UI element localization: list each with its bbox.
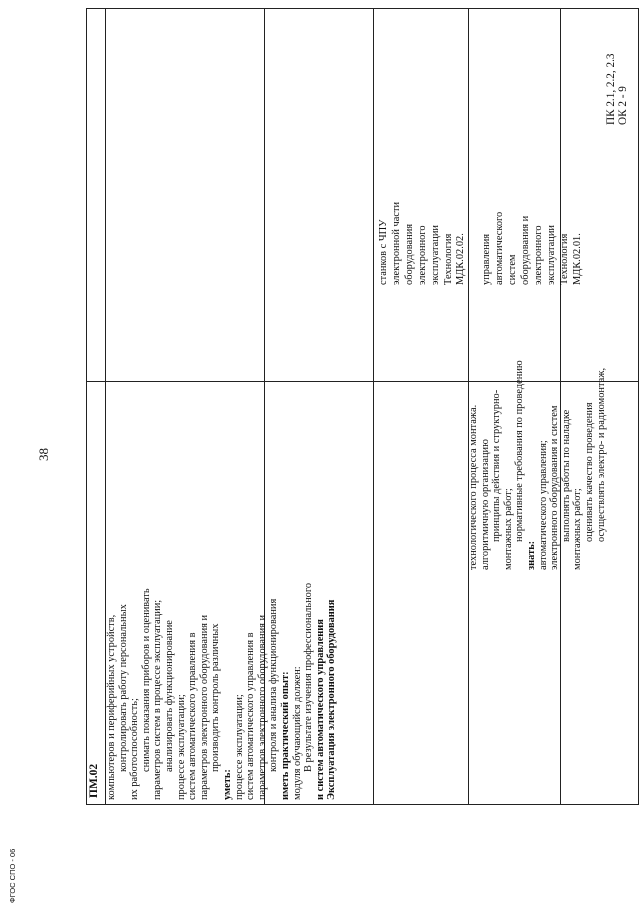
text-line: систем автоматического управления в (245, 632, 257, 800)
text-line: монтажных работ; (572, 488, 584, 570)
mdk-line: эксплуатации (429, 225, 441, 285)
text-line: процессе эксплуатации; (175, 694, 187, 800)
continuation-description (468, 360, 607, 570)
mdk-line: управления (481, 233, 493, 285)
mdk-line: электронной части (390, 201, 402, 285)
text-line: модуля обучающийся должен: (291, 666, 303, 800)
text-line: производить контроль различных (210, 623, 222, 772)
text-line: В результате изучения профессионального (303, 582, 315, 772)
mdk-line: Технология (442, 233, 454, 285)
mdk-line: оборудования (403, 223, 415, 285)
text-line: знать: (525, 540, 537, 570)
text-line: нормативные требования по проведению (514, 360, 526, 542)
text-line: осуществлять электро- и радиомонтаж, (595, 367, 607, 542)
text-line: алгоритмичную организацию (479, 439, 491, 570)
text-line: иметь практический опыт: (279, 671, 291, 800)
table-line (86, 804, 639, 805)
text-line: контроля и анализа функционирования (268, 598, 280, 772)
table-line (86, 381, 639, 382)
text-line: технологического процесса монтажа. (468, 404, 479, 570)
text-line: выполнять работы по наладке (560, 409, 572, 542)
table-line (86, 8, 87, 805)
text-line: систем автоматического управления в (187, 632, 199, 800)
competency-line: ПК 2.1, 2.2, 2.3 (605, 53, 617, 125)
competency-line: ОК 2 - 9 (617, 86, 630, 125)
text-line: параметров электронного оборудования и (198, 614, 210, 800)
text-line: автоматического управления; (537, 440, 549, 570)
mdk-line: Технология (558, 233, 570, 285)
text-line: электронного оборудования и систем (549, 405, 561, 570)
text-line: Эксплуатация электронного оборудования (326, 599, 338, 800)
text-line: уметь: (221, 769, 233, 800)
mdk-line: электронного (532, 225, 544, 285)
competencies (605, 15, 630, 125)
mdk-line: автоматического (494, 211, 506, 285)
table-line (373, 8, 374, 805)
mdk-line (468, 25, 481, 285)
module-description (106, 385, 338, 800)
text-line: оценивать качество проведения (583, 402, 595, 542)
text-line: анализировать функционирование (163, 620, 175, 772)
table-line (86, 8, 639, 9)
text-line: принципы действия и структурно- (491, 389, 503, 542)
text-line: контролировать работу персональных (117, 604, 129, 772)
text-line: снимать показания приборов и оценивать (140, 588, 152, 772)
mdk-line: систем (507, 254, 519, 285)
module-code: ПМ.02 (88, 763, 100, 798)
text-line: процессе эксплуатации; (233, 694, 245, 800)
text-line: их работоспособность; (129, 698, 141, 800)
mdk-line: электронного (416, 225, 428, 285)
mdk-line: МДК.02.01. (571, 233, 583, 285)
mdk-line: оборудования и (519, 215, 531, 285)
text-line: параметров систем в процессе эксплуатации; (152, 599, 164, 800)
table-line (638, 8, 639, 805)
footer-text: ФГОС СПО - 06 (8, 848, 17, 903)
text-line: и систем автоматического управления (314, 619, 326, 800)
mdk-line: МДК.02.02. (455, 233, 467, 285)
page-number: 38 (36, 448, 51, 461)
mdk-line: эксплуатации (545, 225, 557, 285)
text-line: параметров электронного оборудования и (256, 614, 268, 800)
mdk-line: станков с ЧПУ (378, 219, 389, 285)
mdk-list (378, 25, 584, 285)
text-line: монтажных работ; (502, 488, 514, 570)
text-line: компьютеров и периферийных устройств, (106, 614, 117, 800)
